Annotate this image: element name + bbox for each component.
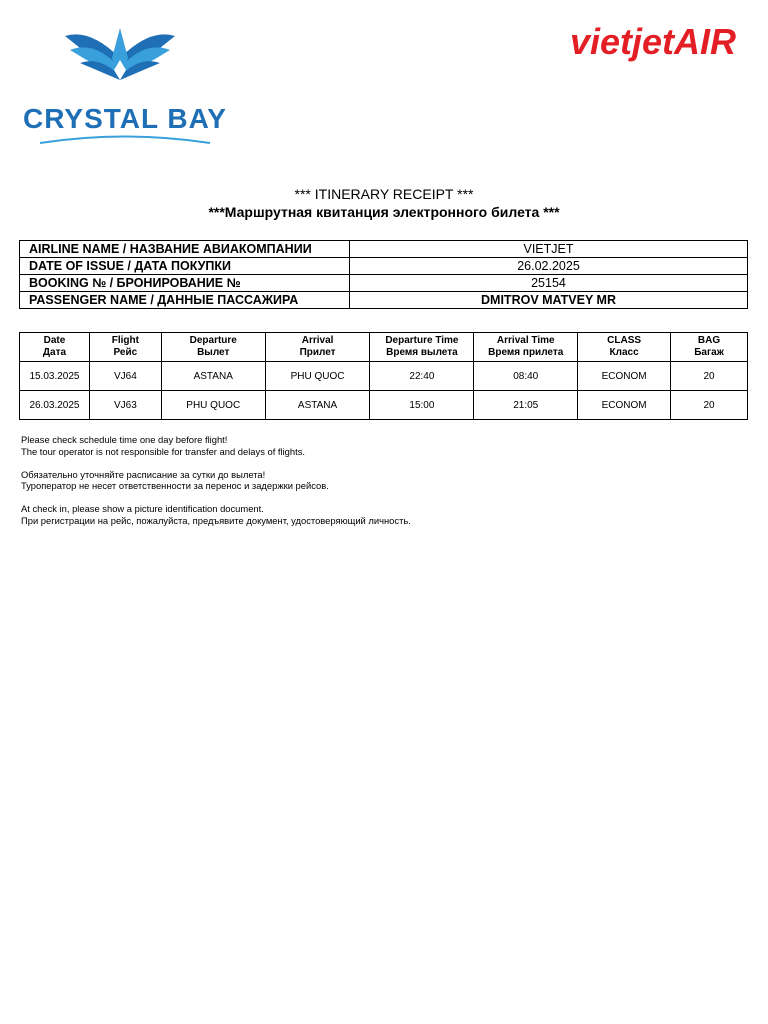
note-line: The tour operator is not responsible for transfer and delays of flights.: [21, 445, 306, 457]
cell-class: ECONOM: [578, 362, 671, 391]
header-class: CLASS Класс: [578, 333, 671, 362]
crystal-bay-logo: [20, 18, 230, 153]
cell-class: ECONOM: [578, 391, 671, 420]
cell-date: 15.03.2025: [20, 362, 90, 391]
cell-departure-time: 15:00: [370, 391, 474, 420]
note-line: Please check schedule time one day before flight!: [21, 434, 228, 445]
info-row-passenger: [20, 292, 748, 309]
note-russian: [21, 469, 411, 492]
note-english: [21, 434, 411, 457]
cell-departure: ASTANA: [161, 362, 265, 391]
header-arrival-time: Arrival Time Время прилета: [474, 333, 578, 362]
vietjet-logo-text: vietjetAIR: [569, 21, 737, 62]
notes-section: [21, 434, 411, 538]
info-value: VIETJET: [350, 241, 748, 258]
note-line: Обязательно уточняйте расписание за сутки до вылета!: [21, 468, 266, 480]
info-label: DATE OF ISSUE / ДАТА ПОКУПКИ: [20, 258, 350, 275]
cell-departure: PHU QUOC: [161, 391, 265, 420]
cell-bag: 20: [671, 391, 748, 420]
cell-departure-time: 22:40: [370, 362, 474, 391]
info-label: AIRLINE NAME / НАЗВАНИЕ АВИАКОМПАНИИ: [20, 241, 350, 258]
info-value: 26.02.2025: [350, 258, 748, 275]
header-departure-time: Departure Time Время вылета: [370, 333, 474, 362]
note-line: At check in, please show a picture identification document.: [21, 503, 264, 514]
receipt-subtitle: ***Маршрутная квитанция электронного билета ***: [208, 204, 560, 220]
info-label: PASSENGER NAME / ДАННЫЕ ПАССАЖИРА: [20, 292, 350, 309]
note-line: При регистрации на рейс, пожалуйста, предъявите документ, удостоверяющий личность.: [21, 514, 411, 526]
info-value: DMITROV MATVEY MR: [350, 292, 748, 309]
table-row: [20, 391, 748, 420]
header-arrival: Arrival Прилет: [265, 333, 370, 362]
note-line: Туроператор не несет ответственности за перенос и задержки рейсов.: [21, 480, 329, 491]
header-date: Date Дата: [20, 333, 90, 362]
info-value: 25154: [350, 275, 748, 292]
table-row: [20, 362, 748, 391]
info-row-issue-date: [20, 258, 748, 275]
cell-arrival-time: 08:40: [474, 362, 578, 391]
info-row-booking: [20, 275, 748, 292]
cell-date: 26.03.2025: [20, 391, 90, 420]
cell-flight: VJ63: [89, 391, 161, 420]
crystal-bay-logo-text: CRYSTAL BAY: [23, 103, 227, 134]
cell-arrival: ASTANA: [265, 391, 370, 420]
booking-info-table: [19, 240, 748, 309]
note-checkin: [21, 503, 411, 526]
cell-arrival-time: 21:05: [474, 391, 578, 420]
info-row-airline: [20, 241, 748, 258]
flights-table: [19, 332, 748, 420]
cell-flight: VJ64: [89, 362, 161, 391]
header-flight: Flight Рейс: [89, 333, 161, 362]
header-bag: BAG Багаж: [671, 333, 748, 362]
cell-bag: 20: [671, 362, 748, 391]
cell-arrival: PHU QUOC: [265, 362, 370, 391]
header-departure: Departure Вылет: [161, 333, 265, 362]
info-label: BOOKING № / БРОНИРОВАНИЕ №: [20, 275, 350, 292]
flights-header-row: [20, 333, 748, 362]
vietjet-logo: [558, 18, 748, 68]
receipt-title: *** ITINERARY RECEIPT ***: [294, 186, 474, 202]
crystal-bay-emblem-icon: [65, 28, 175, 80]
